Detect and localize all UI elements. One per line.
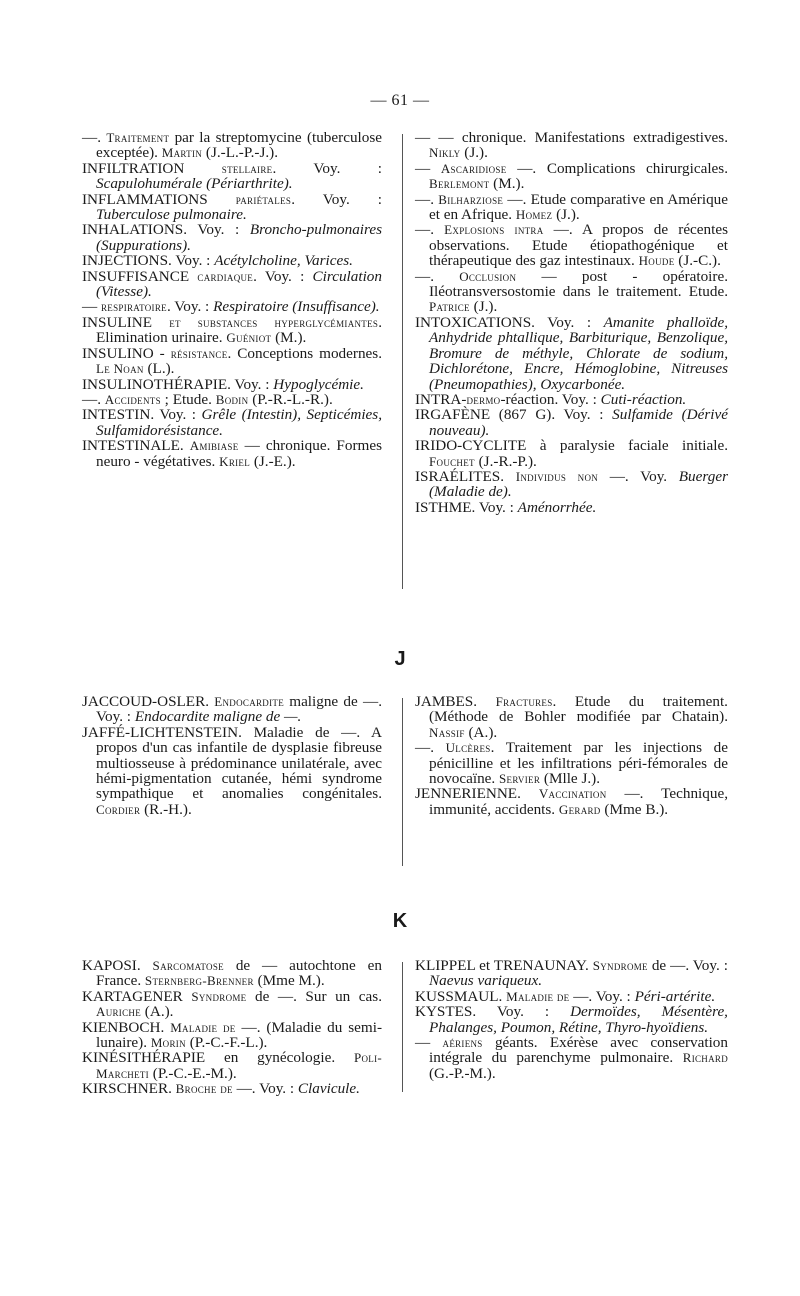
entry-text: (M.).: [271, 329, 307, 347]
entry-text: IRGAFÈNE (867 G). Voy. :: [415, 406, 613, 424]
entry-text: (Mme B.).: [600, 800, 669, 818]
entry-text: JACCOUD-OSLER.: [82, 693, 215, 710]
entry-text: —. Etude comparative en Amérique et en Afrique.: [429, 190, 728, 224]
entry-text: (R.-H.).: [140, 800, 192, 818]
index-entry: [82, 694, 382, 725]
entry-text: (L.).: [143, 360, 175, 378]
entry-smallcaps-text: Accidents: [104, 391, 161, 407]
entry-text: par la streptomycine (tuberculose exceptée).: [96, 129, 383, 162]
index-entry: [415, 315, 728, 392]
entry-smallcaps-text: Maladie de: [506, 988, 570, 1004]
entry-smallcaps-text: Cordier: [96, 801, 141, 817]
entry-crossref: Buerger (Maladie de).: [429, 467, 728, 501]
entry-smallcaps-text: Syndrome: [191, 988, 247, 1004]
column-divider: [402, 134, 403, 589]
entry-text: —. Voy. :: [232, 1080, 298, 1098]
entry-text: . Voy. :: [166, 298, 214, 316]
index-entry: [415, 469, 728, 500]
index-entry: [82, 192, 382, 223]
entry-text: —. Technique, immunité, accidents.: [429, 785, 728, 818]
entry-text: INSULINO -: [82, 344, 171, 362]
entry-text: —. Complications chirurgicales.: [506, 159, 729, 177]
page-number: — 61 —: [370, 92, 430, 109]
entry-text: —.: [415, 267, 460, 285]
entry-smallcaps-text: Broche de: [175, 1081, 233, 1097]
section-i: [82, 130, 728, 590]
entry-smallcaps-text: Berlemont: [429, 176, 490, 192]
column-right: [415, 130, 728, 515]
entry-smallcaps-text: Explosions intra: [444, 222, 544, 238]
entry-text: —.: [415, 190, 439, 208]
entry-crossref: Acétylcholine, Varices.: [214, 252, 353, 270]
entry-smallcaps-text: Nassif: [429, 724, 465, 740]
entry-smallcaps-text: Sarcomatose: [152, 958, 224, 973]
entry-text: (J.).: [552, 206, 580, 224]
entry-smallcaps-text: Occlusion: [459, 268, 517, 284]
index-entry: [415, 161, 728, 192]
entry-text: INTOXICATIONS. Voy. :: [415, 313, 604, 331]
entry-text: INJECTIONS. Voy. :: [82, 252, 215, 270]
entry-text: ; Etude.: [160, 390, 216, 408]
entry-smallcaps-text: Le Noan: [96, 361, 144, 377]
entry-text: (J.).: [469, 298, 498, 316]
entry-smallcaps-text: Patrice: [429, 299, 470, 315]
entry-text: . Traitement par les injections de pénicilline et les infiltrations péri-fémorales de novocaïne.: [429, 739, 728, 788]
entry-smallcaps-text: Nikly: [429, 145, 461, 161]
entry-text: —: [415, 1034, 443, 1052]
entry-text: IRIDO-CYCLITE à paralysie faciale initiale.: [415, 437, 728, 455]
index-entry: [82, 130, 382, 161]
index-entry: [415, 407, 728, 438]
entry-crossref: Dermoïdes, Mésentère, Phalanges, Poumon, Rétine, Thyro-hyoïdiens.: [429, 1003, 728, 1036]
entry-text: (A.).: [464, 723, 498, 741]
entry-text: (M.).: [489, 175, 525, 193]
entry-crossref: Scapulohumérale (Périarthrite).: [96, 175, 293, 193]
entry-smallcaps-text: Gerard: [558, 801, 601, 817]
entry-smallcaps-text: Endocardite: [214, 694, 284, 709]
entry-text: (P.-R.-L.-R.).: [248, 390, 333, 408]
entry-text: INFILTRATION: [82, 159, 222, 177]
entry-text: INFLAMMATIONS: [82, 190, 236, 208]
entry-text: de —. Voy. :: [647, 957, 728, 974]
entry-smallcaps-text: Houde: [638, 253, 675, 269]
entry-smallcaps-text: Morin: [150, 1035, 186, 1051]
entry-text: INHALATIONS. Voy. :: [82, 221, 250, 239]
entry-text: —. Voy.: [598, 467, 679, 485]
column-left: [82, 958, 382, 1097]
entry-text: KIRSCHNER.: [82, 1080, 176, 1098]
column-left: [82, 130, 382, 469]
entry-smallcaps-text: Ulcères: [445, 740, 491, 756]
entry-smallcaps-text: Bilharziose: [438, 191, 504, 207]
entry-text: (P.-C.-E.-M.).: [148, 1064, 237, 1082]
entry-text: INTRA-: [415, 390, 467, 408]
entry-crossref: Respiratoire (Insuffisance).: [213, 298, 380, 316]
index-entry: [82, 989, 382, 1020]
index-entry: [82, 377, 382, 392]
index-entry: [82, 1020, 382, 1051]
index-entry: [82, 161, 382, 192]
entry-smallcaps-text: Auriche: [96, 1004, 141, 1020]
index-entry: [82, 269, 382, 300]
entry-text: —. (Maladie du semi-lunaire).: [96, 1018, 383, 1052]
entry-smallcaps-text: Vaccination: [538, 786, 607, 802]
index-entry: [415, 438, 728, 469]
entry-text: JAMBES.: [415, 693, 496, 710]
entry-smallcaps-text: Martin: [161, 145, 203, 161]
entry-smallcaps-text: Servier: [499, 771, 541, 787]
index-entry: [415, 958, 728, 989]
index-entry: [415, 269, 728, 315]
entry-smallcaps-text: stellaire: [221, 160, 273, 176]
index-entry: [82, 1081, 382, 1096]
index-entry: [415, 392, 728, 407]
entry-text: (Mlle J.).: [540, 770, 601, 788]
index-entry: [415, 989, 728, 1004]
index-entry: [415, 1035, 728, 1081]
entry-smallcaps-text: Poli-Marcheti: [96, 1050, 382, 1081]
entry-text: . Voy. :: [291, 190, 382, 208]
entry-smallcaps-text: Fouchet: [429, 453, 475, 469]
entry-smallcaps-text: cardiaque: [197, 268, 254, 284]
entry-text: KLIPPEL et TRENAUNAY.: [415, 957, 593, 974]
entry-text: INTESTIN. Voy. :: [82, 406, 202, 424]
entry-text: ISTHME. Voy. :: [415, 498, 518, 516]
entry-text: —.: [82, 390, 105, 408]
index-entry: [415, 694, 728, 740]
entry-smallcaps-text: Syndrome: [592, 958, 648, 973]
entry-crossref: Péri-artérite.: [634, 987, 716, 1005]
entry-text: (J.-L.-P.-J.).: [202, 144, 279, 162]
entry-smallcaps-text: dermo: [466, 391, 501, 407]
entry-text: (A.).: [141, 1003, 174, 1021]
entry-text: . Etude du traitement. (Méthode de Bohler modifiée par Chatain).: [429, 693, 728, 726]
entry-text: —. A propos de récentes observations. Etude étiopathogénique et thérapeutique des gaz intestinaux.: [429, 221, 729, 270]
entry-text: —: [415, 159, 441, 177]
index-entry: [82, 725, 382, 817]
entry-text: —. Voy. :: [569, 987, 635, 1005]
section-k: [82, 958, 728, 1108]
index-entry: [82, 407, 382, 438]
entry-text: —.: [82, 129, 107, 146]
entry-smallcaps-text: Sternberg-Brenner: [144, 973, 254, 989]
entry-text: (G.-P.-M.).: [429, 1064, 496, 1082]
entry-text: KIENBOCH.: [82, 1018, 171, 1036]
entry-text: JENNERIENNE.: [415, 785, 539, 803]
entry-smallcaps-text: Guéniot: [226, 330, 272, 346]
entry-text: . Elimination urinaire.: [96, 313, 382, 347]
index-entry: [82, 346, 382, 377]
entry-text: INSULINOTHÉRAPIE. Voy. :: [82, 375, 274, 393]
entry-text: — chronique. Formes neuro - végétatives.: [96, 437, 382, 470]
entry-text: — — chronique. Manifestations extradigestives.: [415, 129, 728, 146]
entry-text: de —. Sur un cas.: [246, 987, 382, 1005]
entry-text: KARTAGENER: [82, 987, 192, 1005]
index-entry: [415, 130, 728, 161]
entry-smallcaps-text: respiratoire: [100, 299, 167, 315]
section-j: [82, 694, 728, 864]
entry-text: KUSSMAUL.: [415, 987, 507, 1005]
entry-crossref: Aménorrhée.: [517, 498, 597, 516]
column-divider: [402, 962, 403, 1092]
entry-text: (Mme M.).: [253, 972, 325, 990]
entry-smallcaps-text: résistance: [170, 345, 228, 361]
entry-smallcaps-text: Richard: [682, 1050, 728, 1066]
entry-crossref: Broncho-pulmonaires (Suppurations).: [96, 221, 382, 254]
entry-text: (J.-E.).: [250, 452, 296, 470]
entry-crossref: Circulation (Vitesse).: [96, 267, 382, 301]
entry-text: KAPOSI.: [82, 957, 153, 974]
entry-smallcaps-text: Fractures: [495, 694, 553, 709]
entry-smallcaps-text: et substances hyperglycémiantes: [169, 314, 379, 330]
column-right: [415, 958, 728, 1081]
index-entry: [82, 222, 382, 253]
index-entry: [82, 253, 382, 268]
entry-text: KINÉSITHÉRAPIE en gynécologie.: [82, 1049, 354, 1067]
entry-text: ISRAÉLITES.: [415, 467, 516, 485]
entry-text: . Conceptions modernes.: [227, 344, 382, 362]
entry-text: —.: [415, 221, 445, 239]
index-entry: [415, 786, 728, 817]
entry-text: (J.-C.).: [674, 252, 721, 270]
entry-text: de — autochtone en France.: [96, 957, 382, 990]
index-entry: [82, 315, 382, 346]
index-entry: [82, 1050, 382, 1081]
entry-crossref: Sulfamide (Dérivé nouveau).: [429, 406, 728, 439]
entry-crossref: Clavicule.: [297, 1080, 360, 1098]
column-right: [415, 694, 728, 817]
index-entry: [415, 500, 728, 515]
entry-crossref: Hypoglycémie.: [273, 375, 364, 393]
index-entry: [415, 192, 728, 223]
index-entry: [415, 740, 728, 786]
index-entry: [82, 438, 382, 469]
entry-text: JAFFÉ-LICHTENSTEIN. Maladie de —. A propos d'un cas infantile de dysplasie fibreuse multiosseuse à prédominance unilatérale, avec hémi-pigmentation cutanée, hémi syndrome sympathique et anomalies congénitales.: [82, 723, 382, 803]
entry-text: (P.-C.-F.-L.).: [185, 1034, 268, 1052]
entry-text: —.: [415, 739, 446, 757]
index-entry: [415, 222, 728, 268]
index-entry: [82, 958, 382, 989]
entry-smallcaps-text: Ascaridiose: [440, 160, 507, 176]
section-letter-j: J: [394, 648, 406, 670]
entry-text: . Voy. :: [272, 159, 382, 177]
entry-text: INTESTINALE.: [82, 437, 190, 455]
entry-text: -réaction. Voy. :: [500, 390, 601, 408]
entry-crossref: Grêle (Intestin), Septicémies, Sulfamidorésistance.: [96, 406, 382, 439]
entry-smallcaps-text: Maladie de: [170, 1019, 236, 1035]
column-left: [82, 694, 382, 817]
entry-smallcaps-text: Amibiase: [189, 438, 239, 454]
entry-smallcaps-text: Homez: [515, 207, 553, 223]
entry-smallcaps-text: Traitement: [106, 130, 170, 145]
entry-text: . Voy. :: [253, 267, 313, 285]
entry-text: maligne de —. Voy. :: [96, 693, 382, 726]
entry-smallcaps-text: pariétales: [235, 191, 292, 207]
entry-text: KYSTES. Voy. :: [415, 1003, 571, 1021]
column-divider: [402, 698, 403, 866]
index-entry: [82, 299, 382, 314]
entry-text: INSUFFISANCE: [82, 267, 198, 285]
entry-text: — post - opératoire. Iléotransversostomie dans le traitement. Etude.: [429, 267, 728, 301]
entry-text: INSULINE: [82, 313, 170, 331]
entry-text: —: [82, 298, 101, 316]
entry-text: (J.).: [460, 144, 488, 162]
entry-crossref: Cuti-réaction.: [600, 390, 687, 408]
entry-text: (J.-R.-P.).: [474, 452, 537, 470]
entry-smallcaps-text: aériens: [442, 1035, 483, 1051]
section-letter-k: K: [392, 910, 408, 932]
entry-crossref: Endocardite maligne de —.: [134, 708, 302, 726]
entry-smallcaps-text: Kriel: [219, 453, 251, 469]
index-entry: [415, 1004, 728, 1035]
index-entry: [82, 392, 382, 407]
entry-text: géants. Exérèse avec conservation intégrale du parenchyme pulmonaire.: [429, 1034, 728, 1067]
entry-crossref: Tuberculose pulmonaire.: [96, 206, 247, 224]
entry-crossref: Naevus variqueux.: [429, 972, 543, 990]
entry-smallcaps-text: Individus non: [515, 468, 599, 484]
entry-smallcaps-text: Bodin: [215, 391, 249, 407]
entry-crossref: Amanite phalloïde, Anhydride phtallique, Barbiturique, Benzolique, Bromure de méthyle, Chlorate de sodium, Dichlorétone, Encre, Hémoglobine, Nitreuses (Pneumopathies), Oxycarbonée.: [429, 313, 728, 393]
